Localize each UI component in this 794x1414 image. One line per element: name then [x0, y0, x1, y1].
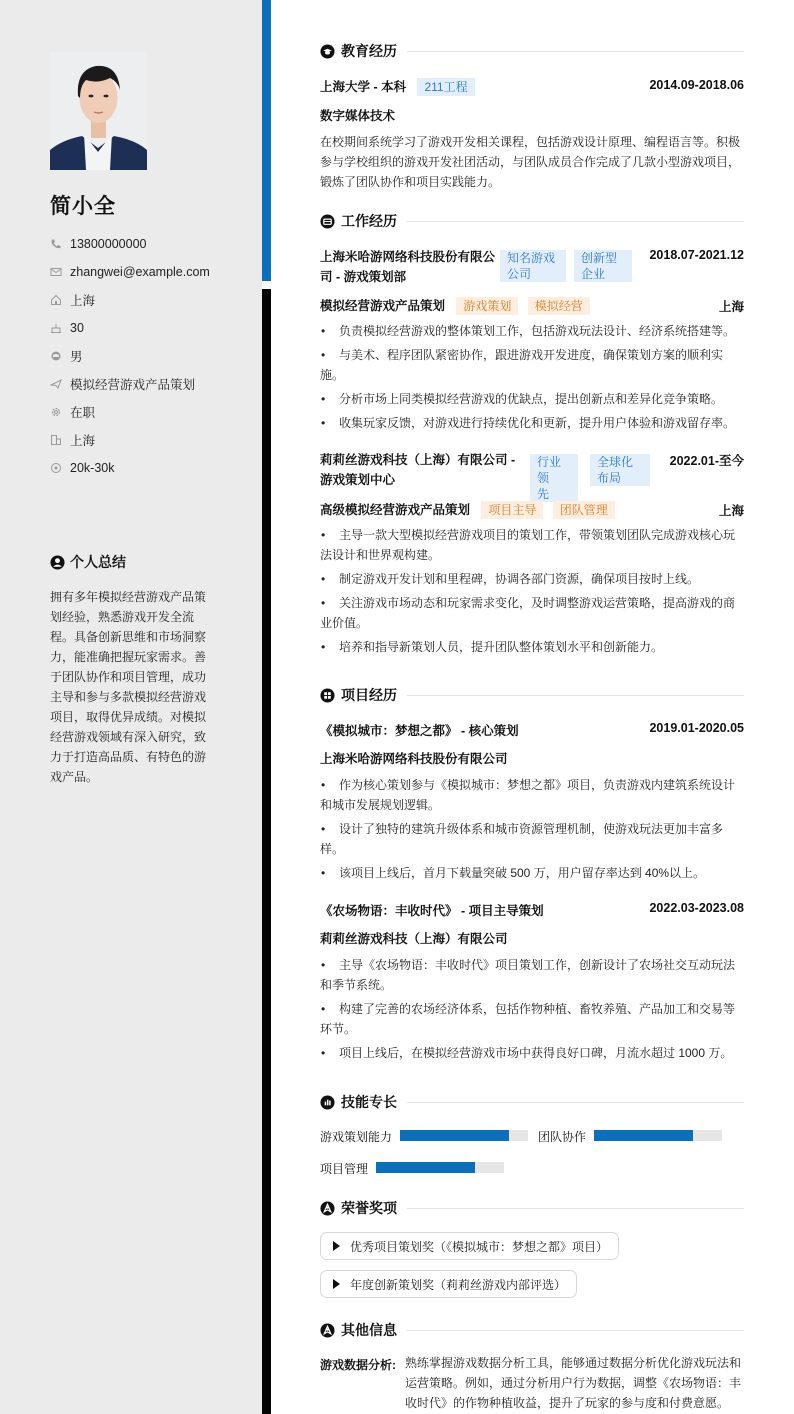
gender-icon [50, 350, 62, 362]
job-position-row [320, 296, 744, 315]
user-icon [50, 555, 65, 570]
candidate-name: 简小全 [50, 195, 116, 218]
divider-bar [262, 289, 271, 1414]
skill-bar-fill [376, 1162, 475, 1173]
company-tag: 行业领 先 [530, 454, 578, 502]
home-icon [50, 294, 62, 306]
section-divider [407, 1102, 744, 1103]
section-divider [407, 1330, 744, 1331]
job-location: 上海 [718, 300, 744, 314]
phone-icon [50, 238, 62, 250]
project-entry [320, 901, 744, 919]
job-date: 2022.01-至今 [669, 454, 744, 468]
section-divider [407, 51, 744, 52]
section-divider [407, 695, 744, 696]
skill-label: 项目管理 [320, 1162, 369, 1176]
award-icon [320, 1201, 335, 1216]
job-entry [320, 450, 744, 501]
job-position: 模拟经营游戏产品策划 [320, 299, 446, 313]
status-icon [50, 406, 62, 418]
skill-label: 游戏策划能力 [320, 1130, 393, 1144]
mail-icon [50, 266, 62, 278]
summary-heading: 个人总结 [50, 552, 126, 572]
info-gender: 男 [50, 342, 210, 370]
awards-heading: 荣誉奖项 [320, 1198, 744, 1218]
position-tag: 游戏策划 [456, 297, 518, 315]
skill-bar [594, 1130, 722, 1141]
project-name: 《模拟城市：梦想之都》 - 核心策划 [320, 724, 519, 738]
skill-bar-fill [400, 1130, 509, 1141]
company-tag: 创新型 企业 [574, 250, 632, 282]
education-heading: 教育经历 [320, 41, 744, 61]
position-tag: 团队管理 [553, 501, 615, 519]
info-location: 上海 [50, 286, 210, 314]
info-salary: 20k-30k [50, 454, 210, 482]
info-status: 在职 [50, 398, 210, 426]
salary-icon [50, 462, 62, 474]
company-tag: 全球化 布局 [590, 454, 650, 486]
project-date: 2022.03-2023.08 [649, 901, 744, 915]
project-entry [320, 721, 744, 739]
education-major: 数字媒体技术 [320, 109, 396, 123]
job-company: 莉莉丝游戏科技（上海）有限公司 - 游戏策划中心 [320, 453, 516, 487]
project-company: 莉莉丝游戏科技（上海）有限公司 [320, 932, 508, 946]
job-entry [320, 247, 744, 287]
info-phone: 13800000000 [50, 230, 210, 258]
other-text: 熟练掌握游戏数据分析工具，能够通过数据分析优化游戏玩法和 运营策略。例如，通过分析用户行为数据，调整《农场物语：丰 收时代》的作物种植收益，提升了玩家的参与度和付费意愿。 [405, 1356, 742, 1410]
position-tag: 模拟经营 [528, 297, 590, 315]
job-position: 高级模拟经营游戏产品策划 [320, 503, 471, 517]
info-age: 30 [50, 314, 210, 342]
play-triangle-icon [333, 1279, 340, 1289]
project-bullets: • 作为核心策划参与《模拟城市：梦想之都》项目，负责游戏内建筑系统设计 和城市发展规划逻辑。 • 设计了独特的建筑升级体系和城市资源管理机制，使游戏玩法更加丰富多 样。 • 该项目上线后，首月下载量突破 500 万，用户留存率达到 40%以上。 [320, 775, 744, 883]
cake-icon [50, 322, 62, 334]
play-triangle-icon [333, 1241, 340, 1251]
education-description: 在校期间系统学习了游戏开发相关课程，包括游戏设计原理、编程语言等。积极参与学校组织的游戏开发社团活动，与团队成员合作完成了几款小型游戏项目，锻炼了团队协作和项目实践能力。 [320, 135, 741, 189]
job-bullets: • 主导一款大型模拟经营游戏项目的策划工作，带领策划团队完成游戏核心玩 法设计和世界观构建。 • 制定游戏开发计划和里程碑，协调各部门资源，确保项目按时上线。 • 关注游戏市场动态和玩家需求变化，及时调整游戏运营策略，提高游戏的商 业价值。 • 培养和指导新策划人员，提升团队整体策划水平和创新能力。 [320, 525, 744, 657]
grid-icon [320, 688, 335, 703]
section-divider [407, 1208, 744, 1209]
graduation-cap-icon [320, 44, 335, 59]
project-company: 上海米哈游网络科技股份有限公司 [320, 752, 508, 766]
position-tag: 项目主导 [481, 501, 543, 519]
job-location: 上海 [718, 504, 744, 518]
award-item[interactable]: 优秀项目策划奖（《模拟城市：梦想之都》项目） [320, 1232, 619, 1260]
education-entry [320, 77, 744, 96]
job-bullets: • 负责模拟经营游戏的整体策划工作，包括游戏玩法设计、经济系统搭建等。 • 与美术、程序团队紧密协作，跟进游戏开发进度，确保策划方案的顺利实 施。 • 分析市场上同类模拟经营游戏的优缺点，提出创新点和差异化竞争策略。 • 收集玩家反馈，对游戏进行持续优化和更新，提升用户体验和游戏留存率。 [320, 321, 744, 433]
other-heading: 其他信息 [320, 1320, 744, 1340]
projects-heading: 项目经历 [320, 685, 744, 705]
job-date: 2018.07-2021.12 [649, 248, 744, 262]
project-bullets: • 主导《农场物语：丰收时代》项目策划工作，创新设计了农场社交互动玩法 和季节系统。 • 构建了完善的农场经济体系，包括作物种植、畜牧养殖、产品加工和交易等 环节。 • 项目上线后，在模拟经营游戏市场中获得良好口碑，月流水超过 1000 万。 [320, 955, 744, 1063]
project-date: 2019.01-2020.05 [649, 721, 744, 735]
skill-bar-fill [594, 1130, 693, 1141]
other-label: 游戏数据分析: [320, 1358, 396, 1372]
contact-info-list [50, 230, 210, 482]
work-heading: 工作经历 [320, 211, 744, 231]
school-name: 上海大学 - 本科 [320, 80, 407, 94]
plane-icon [50, 378, 62, 390]
company-tag: 知名游戏 公司 [500, 250, 566, 282]
bar-chart-icon [320, 1095, 335, 1110]
accent-bar [262, 0, 271, 281]
info-city: 上海 [50, 426, 210, 454]
section-divider [407, 221, 744, 222]
skill-bar [376, 1162, 504, 1173]
building-icon [50, 434, 62, 446]
education-date: 2014.09-2018.06 [649, 78, 744, 92]
briefcase-icon [320, 214, 335, 229]
job-position-row [320, 500, 744, 519]
skill-label: 团队协作 [538, 1130, 587, 1144]
skill-bar [400, 1130, 528, 1141]
project-name: 《农场物语：丰收时代》 - 项目主导策划 [320, 904, 544, 918]
job-company: 上海米哈游网络科技股份有限公 司 - 游戏策划部 [320, 250, 496, 284]
award-item[interactable]: 年度创新策划奖（莉莉丝游戏内部评选） [320, 1270, 577, 1298]
info-target-position: 模拟经营游戏产品策划 [50, 370, 210, 398]
skills-heading: 技能专长 [320, 1092, 744, 1112]
info-email: zhangwei@example.com [50, 258, 210, 286]
avatar [50, 52, 147, 170]
info-badge-icon [320, 1323, 335, 1338]
school-tag: 211工程 [417, 78, 474, 96]
summary-text: 拥有多年模拟经营游戏产品策划经验，熟悉游戏开发全流程。具备创新思维和市场洞察力，能准确把握玩家需求。善于团队协作和项目管理，成功主导和参与多款模拟经营游戏项目，取得优异成绩。对模拟经营游戏领域有深入研究，致力于打造高品质、有特色的游戏产品。 [50, 590, 207, 784]
